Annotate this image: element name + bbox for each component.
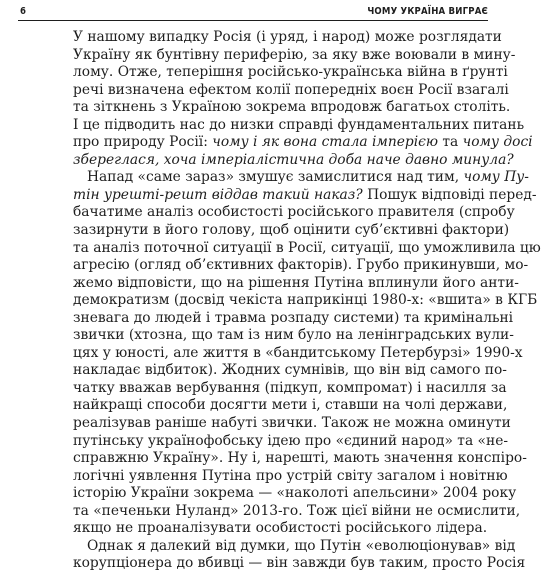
text-run: та «печеньки Нуланд» 2013-го. Тож цієї війни не осмислити, xyxy=(73,502,521,519)
text-line xyxy=(73,309,514,328)
text-line xyxy=(73,81,509,100)
text-line xyxy=(73,537,516,556)
text-run: та аналіз поточної ситуації в Росії, ситуації, що уможливила цю xyxy=(73,239,541,256)
text-line xyxy=(73,555,526,573)
text-run: Україну як бунтівну периферію, за яку вже воювали в мину- xyxy=(73,46,516,63)
page-header xyxy=(0,0,500,26)
text-run: історію України зокрема — «наколоті апельсини» 2004 року xyxy=(73,485,517,502)
text-run: та xyxy=(438,134,463,151)
text-line xyxy=(73,467,508,486)
text-line xyxy=(73,379,507,398)
text-run: реалізував раніше набуті звички. Також не можна оминути xyxy=(73,415,511,432)
italic-text: чому досі xyxy=(462,134,533,151)
paragraph xyxy=(73,169,541,537)
text-line xyxy=(73,327,514,345)
text-run: корупціонера до вбивці — він завжди був таким, просто Росія xyxy=(73,555,526,572)
text-line xyxy=(73,151,514,170)
text-line xyxy=(73,485,517,503)
text-run: жемо відповісти, що на рішення Путіна вплинули його анти- xyxy=(73,274,519,291)
text-line xyxy=(73,169,529,187)
text-run: звички (хтозна, що там із ним було на ленінградських вули- xyxy=(73,327,514,344)
header-rule xyxy=(18,20,488,21)
text-line xyxy=(73,186,537,205)
text-line xyxy=(73,432,509,451)
text-run: зазирнути в його голову, щоб оцінити суб’єктивні фактори) xyxy=(73,222,510,239)
text-run: У нашому випадку Росія (і уряд, і народ) може розглядати xyxy=(73,29,502,45)
text-run: та зіткнень з Україною зокрема впродовж багатьох століть. xyxy=(73,99,511,116)
text-line xyxy=(73,502,521,521)
text-line xyxy=(73,344,523,363)
italic-text: чому і як вона стала імперією xyxy=(212,134,439,151)
text-line xyxy=(73,29,502,47)
italic-text: збереглася, хоча імперіалістична доба наче давно минула? xyxy=(73,151,514,168)
text-line xyxy=(73,362,507,380)
text-line xyxy=(73,520,488,538)
text-line xyxy=(73,99,511,117)
text-run: лому. Отже, теперішня російсько-українська війна в ґрунті xyxy=(73,64,508,81)
text-run: цях у юності, але життя в «бандитському Петербурзі» 1990-х xyxy=(73,344,523,361)
text-run: найкращі способи досягти мети і, ставши на чолі держави, xyxy=(73,397,508,414)
text-run: бачатиме аналіз особистості російського правителя (спробу xyxy=(73,204,515,221)
italic-text: чому Пу- xyxy=(463,169,529,186)
text-run: Однак я далекий від думки, що Путін «еволюціонував» від xyxy=(87,537,516,554)
text-run: речі визначена ефектом колії попередніх воєн Росії взагалі xyxy=(73,81,509,98)
text-run: Пошук відповіді перед- xyxy=(362,186,537,203)
text-run: логічні уявлення Путіна про устрій світу загалом і новітню xyxy=(73,467,508,484)
italic-text: тін урешті-решт віддав такий наказ? xyxy=(73,186,363,203)
text-line xyxy=(73,222,510,240)
text-line xyxy=(73,116,525,135)
text-run: справжню Україну». Ну і, нарешті, мають значення конспіро- xyxy=(73,450,527,467)
text-line xyxy=(73,450,527,468)
text-run: якщо не проаналізувати особистості російського лідера. xyxy=(73,520,488,537)
paragraph xyxy=(73,29,533,169)
text-line xyxy=(73,204,515,222)
text-line xyxy=(73,415,511,433)
text-line xyxy=(73,257,529,275)
text-line xyxy=(73,46,516,65)
text-run: накладає відбиток). Жодних сумнівів, що він від самого по- xyxy=(73,362,507,379)
text-run: зневага до людей і травма розпаду системи) та кримінальні xyxy=(73,309,514,326)
text-line xyxy=(73,239,541,258)
paragraph xyxy=(73,537,526,573)
text-run: Напад «саме зараз» змушує замислитися над тим, xyxy=(87,169,464,186)
text-line xyxy=(73,274,519,293)
text-line xyxy=(73,397,508,415)
text-run: демократизм (досвід чекіста наприкінці 1980-х: «вшита» в КГБ xyxy=(73,292,538,309)
page-number: 6 xyxy=(20,6,27,17)
body-text xyxy=(73,29,541,573)
text-run: чатку вважав вербування (підкуп, компромат) і насилля за xyxy=(73,379,507,396)
text-run: путінську українофобську ідею про «єдиний народ» та «не- xyxy=(73,432,509,449)
text-run: І це підводить нас до низки справді фундаментальних питань xyxy=(73,116,525,133)
text-run: агресію (огляд об’єктивних факторів). Грубо прикинувши, мо- xyxy=(73,257,529,274)
text-line xyxy=(73,64,508,82)
text-line xyxy=(73,134,533,152)
running-head: ЧОМУ УКРАЇНА ВИГРАЄ xyxy=(367,6,488,17)
text-line xyxy=(73,292,538,310)
text-run: про природу Росії: xyxy=(73,134,213,151)
